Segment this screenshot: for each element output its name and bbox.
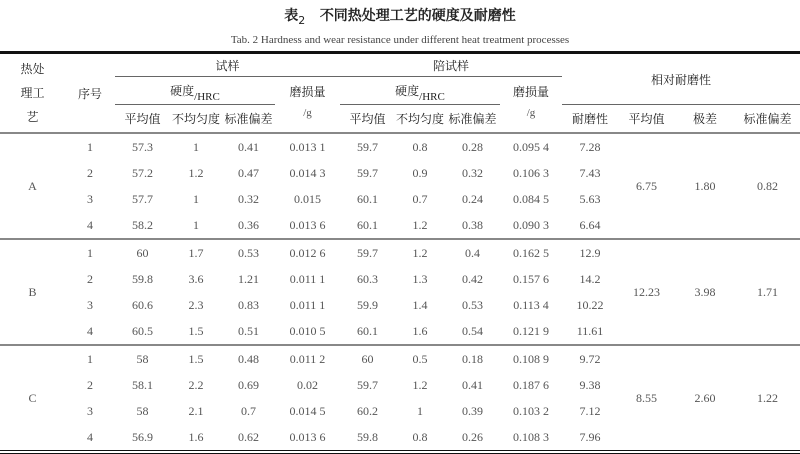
header-relative-wear-resistance: 相对耐磨性 bbox=[562, 53, 800, 105]
s-mean-cell: 58 bbox=[136, 403, 149, 418]
header-sample-std: 标准偏差 bbox=[222, 105, 275, 134]
s-nonuni-cell: 3.6 bbox=[188, 271, 204, 286]
seq-cell: 1 bbox=[87, 139, 93, 154]
s-std-cell: 0.62 bbox=[238, 429, 259, 444]
s-nonuni-cell: 2.1 bbox=[188, 403, 204, 418]
s-mean-cell: 58 bbox=[136, 351, 149, 366]
s-nonuni-cell: 1.7 bbox=[188, 245, 204, 260]
c-std-cell: 0.42 bbox=[462, 271, 484, 286]
s-std-cell: 0.32 bbox=[238, 191, 259, 206]
c-mean-cell: 59.7 bbox=[357, 377, 379, 392]
s-std-cell: 1.21 bbox=[238, 271, 259, 286]
c-std-cell: 0.4 bbox=[465, 245, 481, 260]
header-sample-wear-loss: 磨损量 /g bbox=[275, 77, 340, 134]
header-process: 热处理工艺 bbox=[0, 53, 65, 134]
s-mean-cell: 58.2 bbox=[115, 212, 170, 239]
s-wear-cell: 0.013 1 bbox=[289, 139, 326, 154]
c-std-cell: 0.24 bbox=[462, 191, 484, 206]
s-wear-cell: 0.011 2 bbox=[289, 351, 326, 366]
seq-cell: 1 bbox=[87, 351, 93, 366]
c-mean-cell: 60.1 bbox=[340, 212, 395, 239]
header-wear-resistance: 耐磨性 bbox=[562, 105, 618, 134]
c-std-cell: 0.41 bbox=[462, 377, 484, 392]
s-std-cell: 0.83 bbox=[238, 297, 259, 312]
c-wear-cell: 0.162 5 bbox=[513, 245, 550, 260]
c-std-cell: 0.39 bbox=[462, 403, 484, 418]
table-subtitle: Tab. 2 Hardness and wear resistance under different heat treatment processes bbox=[230, 34, 570, 46]
c-mean-cell: 60.2 bbox=[357, 403, 379, 418]
c-mean-cell: 59.7 bbox=[357, 245, 379, 260]
s-std-cell: 0.51 bbox=[222, 318, 275, 345]
header-counter-hardness: 硬度/HRC bbox=[340, 77, 500, 105]
wr-cell: 9.72 bbox=[579, 351, 601, 366]
s-nonuni-cell: 1 bbox=[193, 191, 199, 206]
c-nonuni-cell: 0.9 bbox=[412, 165, 428, 180]
hardness-wear-table bbox=[0, 51, 800, 454]
s-wear-cell: 0.012 6 bbox=[289, 245, 326, 260]
relative-mean-cell: 8.55 bbox=[636, 390, 658, 405]
relative-range-cell: 3.98 bbox=[675, 239, 735, 345]
s-wear-cell: 0.013 6 bbox=[289, 429, 326, 444]
c-std-cell: 0.28 bbox=[462, 139, 484, 154]
s-mean-cell: 56.9 bbox=[132, 429, 153, 444]
s-std-cell: 0.47 bbox=[238, 165, 259, 180]
c-mean-cell: 60.1 bbox=[340, 318, 395, 345]
c-wear-cell: 0.090 3 bbox=[500, 212, 562, 239]
seq-cell: 1 bbox=[87, 245, 93, 260]
process-cell: B bbox=[0, 239, 65, 345]
wr-cell: 9.38 bbox=[579, 377, 601, 392]
header-counter-mean: 平均值 bbox=[340, 105, 395, 134]
c-mean-cell: 59.8 bbox=[357, 429, 379, 444]
c-std-cell: 0.32 bbox=[462, 165, 484, 180]
c-wear-cell: 0.103 2 bbox=[513, 403, 550, 418]
c-nonuni-cell: 0.8 bbox=[412, 429, 428, 444]
relative-std-cell: 1.71 bbox=[735, 239, 800, 345]
process-cell: C bbox=[28, 390, 37, 405]
c-nonuni-cell: 1.2 bbox=[412, 245, 428, 260]
s-std-cell: 0.53 bbox=[238, 245, 259, 260]
relative-std-cell: 1.22 bbox=[757, 390, 779, 405]
s-nonuni-cell: 1.5 bbox=[170, 318, 222, 345]
c-std-cell: 0.38 bbox=[445, 212, 500, 239]
seq-cell: 4 bbox=[65, 318, 115, 345]
s-wear-cell: 0.02 bbox=[297, 377, 318, 392]
relative-mean-cell: 12.23 bbox=[618, 239, 675, 345]
s-wear-cell: 0.015 bbox=[294, 191, 321, 206]
s-mean-cell: 60.5 bbox=[115, 318, 170, 345]
c-mean-cell: 60.1 bbox=[357, 191, 379, 206]
header-rel-std: 标准偏差 bbox=[735, 105, 800, 134]
c-wear-cell: 0.121 9 bbox=[500, 318, 562, 345]
process-cell: A bbox=[0, 133, 65, 239]
table-number: 2 bbox=[298, 13, 306, 27]
s-mean-cell: 59.8 bbox=[132, 271, 153, 286]
wr-cell: 7.28 bbox=[579, 139, 601, 154]
seq-cell: 3 bbox=[87, 297, 93, 312]
s-nonuni-cell: 2.2 bbox=[188, 377, 204, 392]
c-nonuni-cell: 1.6 bbox=[395, 318, 445, 345]
c-std-cell: 0.18 bbox=[462, 351, 484, 366]
c-std-cell: 0.54 bbox=[445, 318, 500, 345]
c-nonuni-cell: 1.4 bbox=[412, 297, 428, 312]
table-row bbox=[0, 345, 800, 372]
s-nonuni-cell: 1.6 bbox=[188, 429, 204, 444]
c-std-cell: 0.26 bbox=[462, 429, 484, 444]
c-nonuni-cell: 0.7 bbox=[412, 191, 428, 206]
s-std-cell: 0.41 bbox=[238, 139, 259, 154]
header-seq: 序号 bbox=[65, 53, 115, 134]
header-sample-hardness: 硬度/HRC bbox=[115, 77, 275, 105]
c-mean-cell: 59.9 bbox=[357, 297, 379, 312]
header-counter-nonuniformity: 不均匀度 bbox=[395, 105, 445, 134]
c-wear-cell: 0.187 6 bbox=[513, 377, 550, 392]
c-mean-cell: 60 bbox=[361, 351, 374, 366]
header-counter-wear-loss: 磨损量 /g bbox=[500, 77, 562, 134]
s-nonuni-cell: 1 bbox=[170, 212, 222, 239]
wr-cell: 11.61 bbox=[562, 318, 618, 345]
s-wear-cell: 0.010 5 bbox=[275, 318, 340, 345]
s-std-cell: 0.36 bbox=[222, 212, 275, 239]
header-counter-sample: 陪试样 bbox=[340, 53, 562, 77]
c-wear-cell: 0.095 4 bbox=[513, 139, 550, 154]
s-mean-cell: 57.7 bbox=[132, 191, 153, 206]
wr-cell: 5.63 bbox=[579, 191, 601, 206]
seq-cell: 3 bbox=[87, 403, 93, 418]
s-mean-cell: 60.6 bbox=[132, 297, 153, 312]
wr-cell: 12.9 bbox=[579, 245, 601, 260]
s-std-cell: 0.7 bbox=[241, 403, 256, 418]
c-nonuni-cell: 1.2 bbox=[395, 212, 445, 239]
c-wear-cell: 0.108 3 bbox=[513, 429, 550, 444]
s-mean-cell: 57.2 bbox=[132, 165, 153, 180]
s-wear-cell: 0.011 1 bbox=[289, 297, 326, 312]
s-mean-cell: 57.3 bbox=[132, 139, 153, 154]
s-mean-cell: 60 bbox=[136, 245, 149, 260]
relative-mean-cell: 6.75 bbox=[618, 133, 675, 239]
c-mean-cell: 59.7 bbox=[357, 165, 379, 180]
c-wear-cell: 0.157 6 bbox=[513, 271, 550, 286]
header-sample-mean: 平均值 bbox=[115, 105, 170, 134]
c-wear-cell: 0.108 9 bbox=[513, 351, 550, 366]
s-std-cell: 0.69 bbox=[238, 377, 259, 392]
s-nonuni-cell: 2.3 bbox=[188, 297, 204, 312]
seq-cell: 2 bbox=[87, 377, 93, 392]
table-label: 表 bbox=[284, 8, 299, 24]
table-row bbox=[0, 239, 800, 266]
c-nonuni-cell: 0.5 bbox=[412, 351, 428, 366]
table-title-text: 不同热处理工艺的硬度及耐磨性 bbox=[319, 8, 516, 24]
header-sample: 试样 bbox=[115, 53, 340, 77]
header-counter-std: 标准偏差 bbox=[445, 105, 500, 134]
c-wear-cell: 0.106 3 bbox=[513, 165, 550, 180]
c-std-cell: 0.53 bbox=[462, 297, 484, 312]
c-wear-cell: 0.113 4 bbox=[513, 297, 549, 312]
table-row bbox=[0, 133, 800, 160]
seq-cell: 4 bbox=[87, 429, 93, 444]
s-wear-cell: 0.014 3 bbox=[289, 165, 326, 180]
table-title bbox=[0, 5, 800, 27]
s-mean-cell: 58.1 bbox=[132, 377, 153, 392]
seq-cell: 2 bbox=[87, 271, 93, 286]
relative-std-cell: 0.82 bbox=[735, 133, 800, 239]
relative-range-cell: 1.80 bbox=[675, 133, 735, 239]
c-nonuni-cell: 1.2 bbox=[412, 377, 428, 392]
c-nonuni-cell: 0.8 bbox=[412, 139, 428, 154]
c-wear-cell: 0.084 5 bbox=[513, 191, 550, 206]
wr-cell: 7.43 bbox=[579, 165, 601, 180]
c-mean-cell: 60.3 bbox=[357, 271, 379, 286]
wr-cell: 7.96 bbox=[579, 429, 601, 444]
wr-cell: 14.2 bbox=[579, 271, 601, 286]
c-nonuni-cell: 1.3 bbox=[412, 271, 428, 286]
relative-range-cell: 2.60 bbox=[694, 390, 716, 405]
wr-cell: 10.22 bbox=[576, 297, 604, 312]
s-wear-cell: 0.011 1 bbox=[289, 271, 326, 286]
s-nonuni-cell: 1.2 bbox=[188, 165, 204, 180]
s-nonuni-cell: 1.5 bbox=[188, 351, 204, 366]
seq-cell: 3 bbox=[87, 191, 93, 206]
header-rel-mean: 平均值 bbox=[618, 105, 675, 134]
seq-cell: 2 bbox=[87, 165, 93, 180]
seq-cell: 4 bbox=[65, 212, 115, 239]
s-nonuni-cell: 1 bbox=[193, 139, 199, 154]
header-range: 极差 bbox=[675, 105, 735, 134]
c-mean-cell: 59.7 bbox=[357, 139, 379, 154]
s-wear-cell: 0.014 5 bbox=[289, 403, 326, 418]
wr-cell: 7.12 bbox=[579, 403, 601, 418]
s-wear-cell: 0.013 6 bbox=[275, 212, 340, 239]
wr-cell: 6.64 bbox=[562, 212, 618, 239]
header-sample-nonuniformity: 不均匀度 bbox=[170, 105, 222, 134]
c-nonuni-cell: 1 bbox=[417, 403, 424, 418]
s-std-cell: 0.48 bbox=[238, 351, 259, 366]
